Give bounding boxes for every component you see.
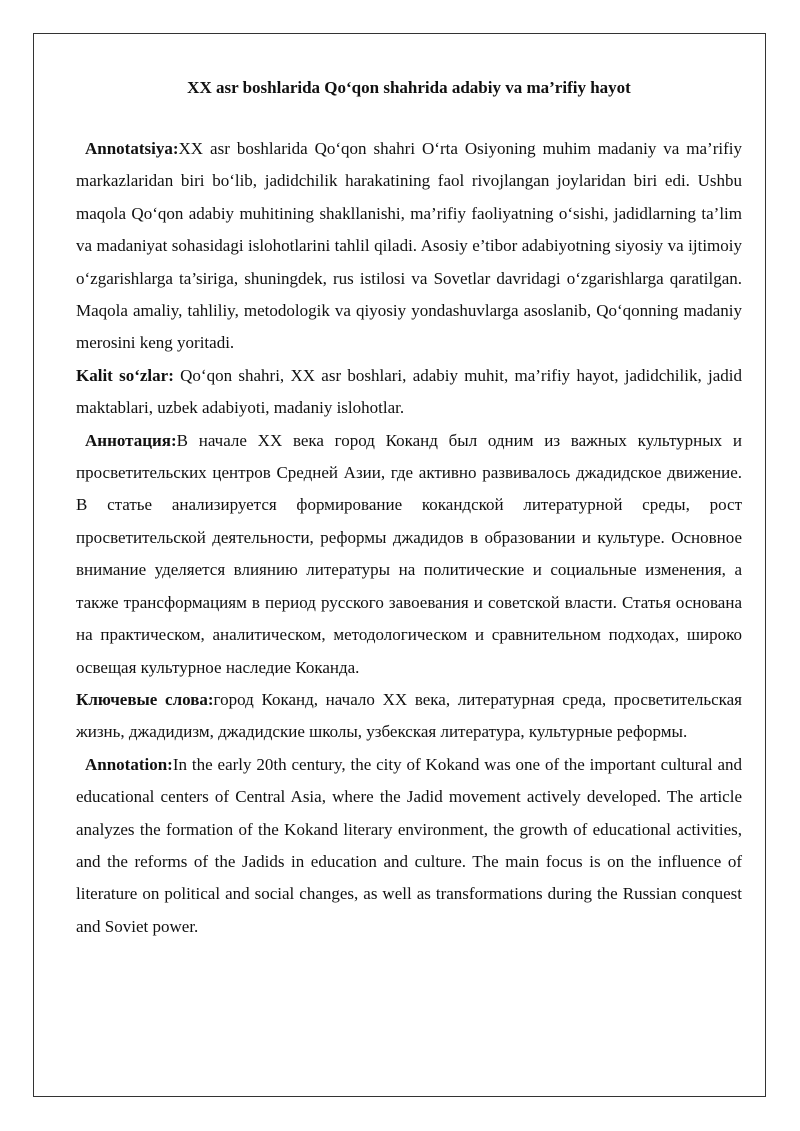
keywords-uz-label: Kalit so‘zlar: xyxy=(76,365,174,385)
annotation-ru-text: В начале XX века город Коканд был одним из важных культурных и просветительских центров Средней Азии, где активно развивалось джадидское движение. В статье анализируется формирование кокандской литературной среды, рост просветительской деятельности, реформы джадидов в образовании и культуре. Основное внимание уделяется влиянию литературы на политические и социальные изменения, а также трансформациям в период русского завоевания и советской власти. Статья основана на практическом, аналитическом, методологическом и сравнительном подходах, широко освещая культурное наследие Коканда. xyxy=(76,430,742,677)
keywords-ru-label: Ключевые слова: xyxy=(76,689,214,709)
keywords-uz xyxy=(76,360,742,425)
keywords-ru xyxy=(76,684,742,749)
annotation-en xyxy=(76,749,742,943)
annotation-ru xyxy=(76,425,742,684)
document-body xyxy=(76,74,742,943)
annotation-en-text: In the early 20th century, the city of Kokand was one of the important cultural and educational centers of Central Asia, where the Jadid movement actively developed. The article analyzes the formation of the Kokand literary environment, the growth of educational activities, and the reforms of the Jadids in education and culture. The main focus is on the influence of literature on political and social changes, as well as transformations during the Russian conquest and Soviet power. xyxy=(76,754,742,936)
document-title: XX asr boshlarida Qo‘qon shahrida adabiy va ma’rifiy hayot xyxy=(187,78,631,97)
annotation-uz-text: XX asr boshlarida Qo‘qon shahri O‘rta Osiyoning muhim madaniy va ma’rifiy markazlaridan biri bo‘lib, jadidchilik harakatining faol rivojlangan joylaridan biri edi. Ushbu maqola Qo‘qon adabiy muhitining shakllanishi, ma’rifiy faoliyatning o‘sishi, jadidlarning ta’lim va madaniyat sohasidagi islohotlarini tahlil qiladi. Asosiy e’tibor adabiyotning siyosiy va ijtimoiy o‘zgarishlarga ta’siriga, shuningdek, rus istilosi va Sovetlar davridagi o‘zgarishlarga qaratilgan. Maqola amaliy, tahliliy, metodologik va qiyosiy yondashuvlarga asoslanib, Qo‘qonning madaniy merosini keng yoritadi. xyxy=(76,139,742,353)
keywords-ru-text: город Коканд, начало XX века, литературная среда, просветительская жизнь, джадидизм, джадидские школы, узбекская литература, культурные реформы. xyxy=(76,689,743,742)
annotation-ru-label: Аннотация: xyxy=(85,430,177,450)
annotation-uz-label: Annotatsiya: xyxy=(85,139,179,158)
keywords-uz-text: Qo‘qon shahri, XX asr boshlari, adabiy muhit, ma’rifiy hayot, jadidchilik, jadid maktablari, uzbek adabiyoti, madaniy islohotlar. xyxy=(76,365,742,418)
annotation-en-label: Annotation: xyxy=(85,754,173,774)
annotation-uz xyxy=(76,133,742,360)
